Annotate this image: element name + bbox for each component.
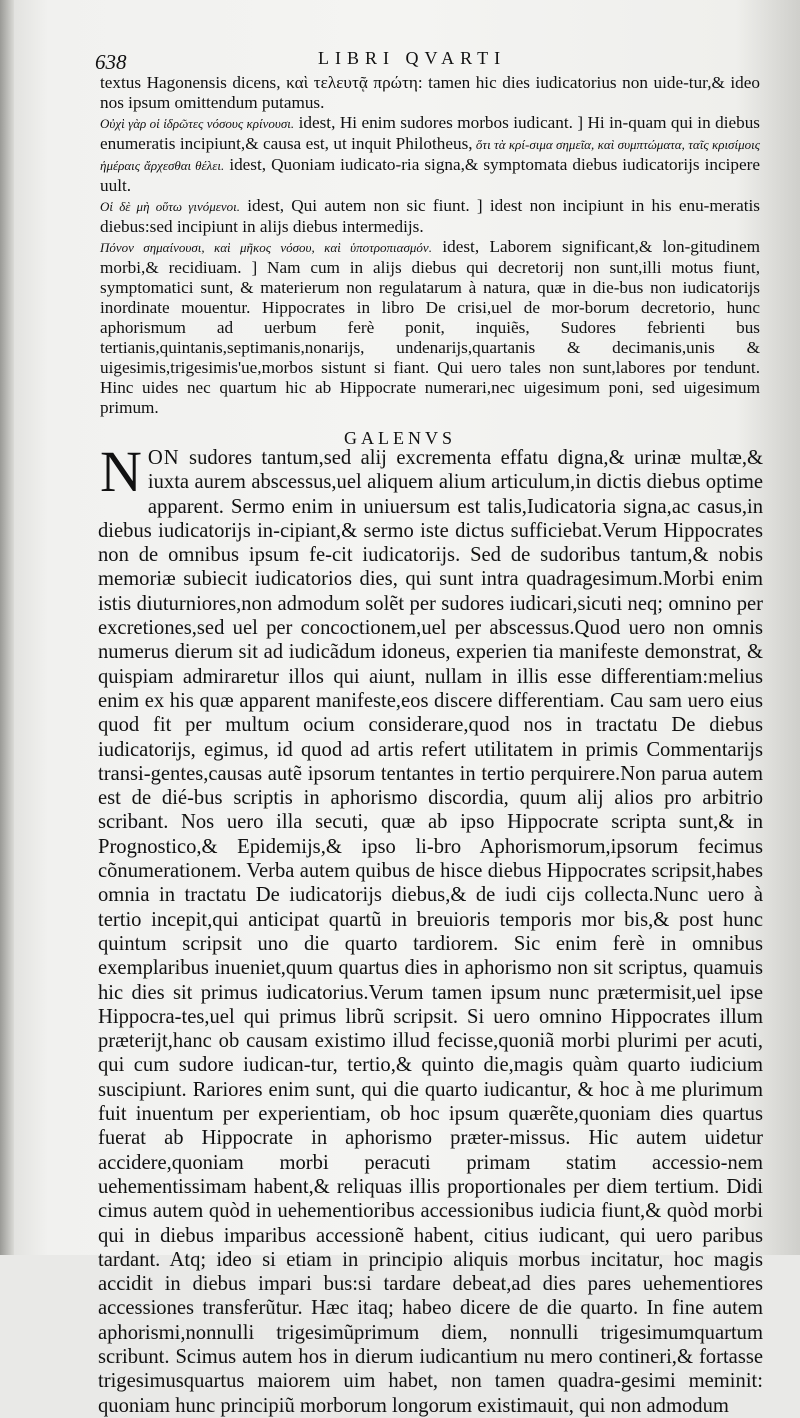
commentary-latin-text: idest, Hi enim sudores morbos iudicant. ] Hi in-quam qui in diebus enumeratis incipiunt,& causa est, ut inquit Philotheus,: [100, 113, 760, 153]
commentary-block: [100, 73, 760, 418]
running-title: LIBRI QVARTI: [318, 48, 507, 68]
galen-body-text: sudores tantum,sed alij excrementa effatu digna,& urinæ multæ,& iuxta aurem abscessus,uel aliquem alium articulum,in dictis diebus optime apparent. Sermo enim in uniuersum est talis,Iudicatoria signa,ac casus,in diebus iudicatorijs in-cipiant,& sermo iste dictus sufficiebat.Verum Hippocrates non de omnibus ipsum fe-cit iudicatorijs. Sed de sudoribus tantum,& nobis memoriæ subiecit iudicatorios dies, qui sunt intra quadragesimum.Morbi enim istis diuturniores,non admodum solẽt per sudores iudicari,sicuti neq; omnino per excretiones,sed uel per concoctionem,uel per abscessus.Quod uero non omnis numerus dierum sit ad iudicãdum idoneus, experien tia manifeste demonstrat, & quispiam admiraretur illos qui aiunt, nullam in illis esse differentiam:melius enim ex his quæ apparent manifeste,eos discere differentiam. Cau sam uero eius quod fit per multum ocium considerare,quod nos in tractatu De diebus iudicatorijs, egimus, id quod ad artis refert utilitatem in primis Commentarijs transi-gentes,causas autẽ ipsorum tentantes in tertio perquirere.Non parua autem est de dié-bus scriptis in aphorismo discordia, quum alij alios pro arbitrio scribant. Nos uero illa secuti, quæ ab ipso Hippocrate scripta sunt,& in Prognostico,& Epidemijs,& ipso li-bro Aphorismorum,ipsorum fecimus cõnumerationem. Verba autem quibus de hisce diebus Hippocrates scripsit,habes omnia in tractatu De iudicatorijs diebus,& de iudi cijs collecta.Nunc uero à tertio incepit,qui anticipat quartũ in breuioris temporis mor bis,& post hunc quintum scripsit uno die quarto tardiorem. Sic enim ferè in omnibus exemplaribus inueniet,quum quartus dies in aphorismo non sit scriptus, quamuis hic dies sit primus iudicatorius.Verum tamen ipsum nunc prætermisit,uel ipse Hippocra-tes,uel qui primus librũ scripsit. Si uero omnino Hippocrates illum præterijt,hanc ob causam existimo illud fecisse,quoniã morbi plurimi per acuti, qui cum sudore iudican-tur, tertio,& quinto die,magis quàm quarto iudicium suscipiunt. Rariores enim sunt, qui die quarto iudicantur, & hoc à me plurimum fuit inuentum per experientiam, ob hoc ipsum quærẽte,quoniam dies quartus fuerat ab Hippocrate in aphorismo præter-missus. Hic autem uidetur accidere,quoniam morbi peracuti primam statim accessio-nem uehementissimam habent,& reliquas illis proportionales per diem tertium. Didi cimus autem quòd in uehementioribus accessionibus iudicia fiunt,& quòd morbi qui in diebus imparibus accessionẽ habent, citius iudicant, qui uero paribus tardant. Atq; ideo si etiam in principio aliquis morbus incitatur, hoc magis accidit in diebus impari bus:si tardare debeat,ad dies pares uehementiores accessiones transferũtur. Hæc itaq; habeo dicere de die quarto. In fine autem aphorismi,nonnulli trigesimũprimum diem, nonnulli trigesimumquartum scribunt. Scimus autem hos in dierum iudicantium nu mero contineri,& fortasse trigesimusquartus maiorem uim habet, non tamen quadra-gesimi meminit: quoniam hunc principiũ morborum longorum existimauit, qui non admodum: [98, 447, 763, 1417]
greek-lemma: Οἱ δὲ μὴ οὕτω γινόμενοι.: [100, 199, 241, 214]
galen-paragraph: [98, 439, 763, 1418]
drop-cap: N: [100, 439, 142, 504]
greek-quotation: ὅτι τὰ κρί-σιμα σημεῖα, καὶ συμπτώματα, ταῖς κρισίμοις ἡμέραις ἄρχεσθαι θέλει.: [100, 137, 760, 173]
page-number: 638: [95, 50, 127, 74]
commentary-paragraph: [100, 73, 760, 113]
page-gutter-shadow: [0, 0, 14, 1255]
commentary-paragraph: [100, 237, 760, 418]
commentary-latin-text: idest, Laborem significant,& lon-gitudinem morbi,& recidiuam. ] Nam cum in alijs diebus qui decretorij non sunt,illi motus fiunt, symptomatici sunt, & materierum non regulatarum à natura, quæ in die-bus non iudicatorijs inordinate mouentur. Hippocrates in libro De crisi,uel de mor-borum decretorio, hunc aphorismum ad uerbum ferè ponit, inquiẽs, Sudores febrienti bus tertianis,quintanis,septimanis,nonarijs, undenarijs,quartanis & decimanis,unis & uigesimis,trigesimis'ue,morbos sistunt si fiant. Qui uero tales non sunt,labores por tendunt. Hinc uides nec quartum hic ab Hippocrate numerari,nec uigesimum poni, sed uigesimum primum.: [100, 237, 760, 417]
first-word: ON: [147, 447, 180, 469]
greek-lemma: Οὐχὶ γὰρ οἱ ἱδρῶτες νόσους κρίνουσι.: [100, 116, 295, 131]
section-heading: GALENVS: [344, 428, 456, 448]
commentary-latin-text: textus Hagonensis dicens, καὶ τελευτᾷ πρώτη: tamen hic dies iudicatorius non uide-tur,& ideo nos ipsum omittendum putamus.: [100, 73, 760, 112]
commentary-paragraph: [100, 196, 760, 237]
commentary-latin-text: idest, Qui autem non sic fiunt. ] idest non incipiunt in his enu-meratis diebus:sed incipiunt in alijs diebus intermedijs.: [100, 196, 760, 236]
commentary-paragraph: [100, 113, 760, 196]
commentary-latin-text: idest, Quoniam iudicato-ria signa,& symptomata diebus iudicatorijs incipere uult.: [100, 155, 760, 195]
galen-commentary: [98, 439, 763, 1418]
greek-lemma: Πόνον σημαίνουσι, καὶ μῆκος νόσου, καὶ ὑποτροπιασμόν.: [100, 240, 432, 255]
